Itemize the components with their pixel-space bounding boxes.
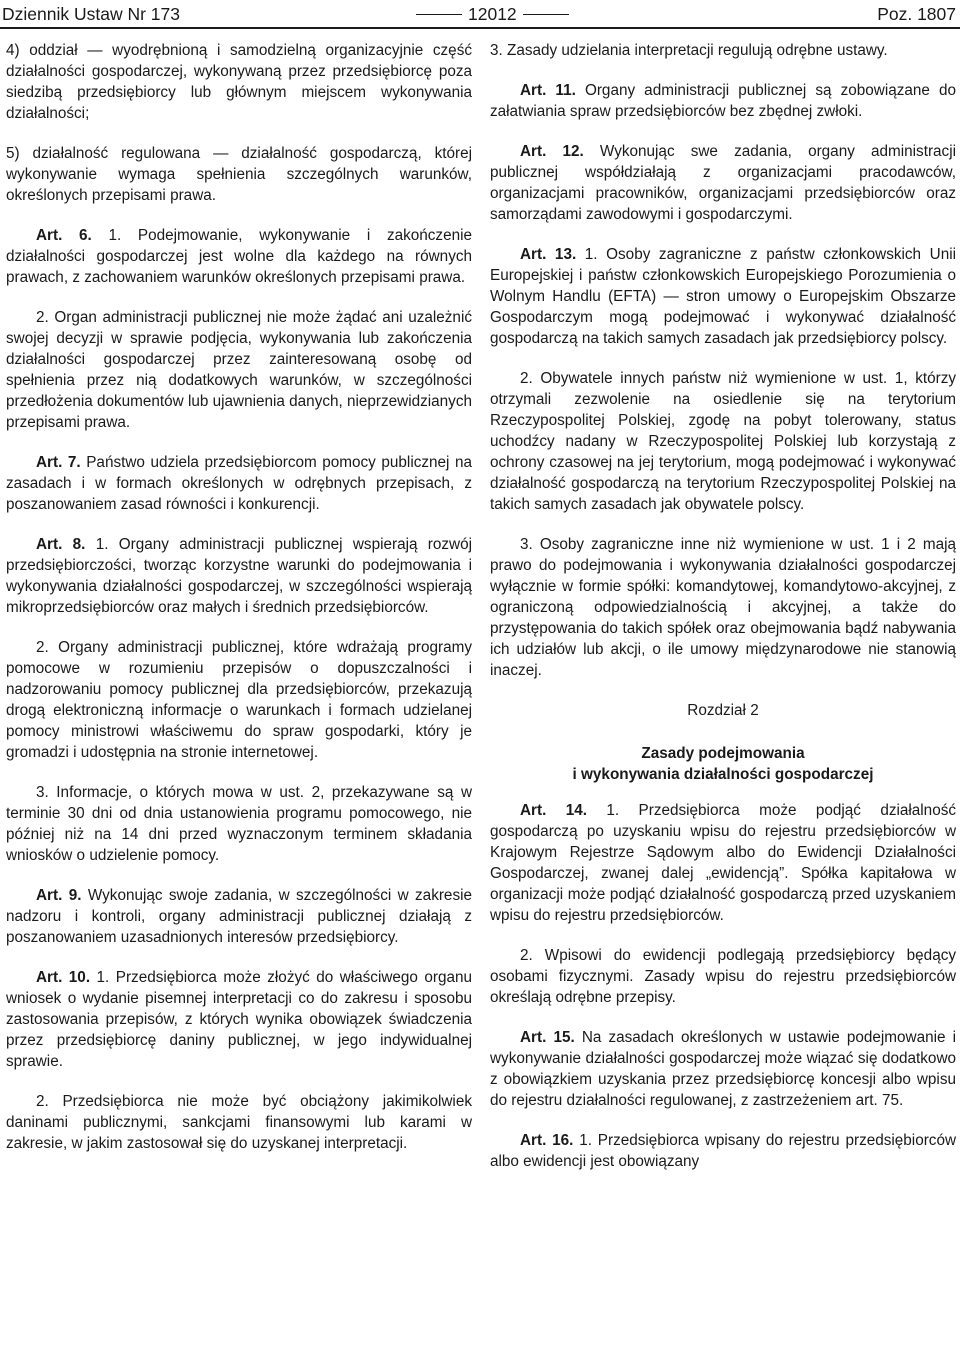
paragraph: 2. Organy administracji publicznej, które wdrażają programy pomocowe w rozumieniu przepisów o dopuszczalności i nadzorowaniu pomocy publicznej dla przedsiębiorców, przekazują drogą elektroniczną informacje o warunkach i formach udzielanej pomocy ministrowi właściwemu do spraw gospodarki, który je gromadzi i udostępnia na stronie internetowej. [6, 639, 472, 761]
dash-decoration [523, 14, 569, 16]
paragraph: Art. 10. 1. Przedsiębiorca może złożyć do właściwego organu wniosek o wydanie pisemnej interpretacji co do zakresu i sposobu zastosowania przepisów, z których wynika obowiązek świadczenia przez przedsiębiorcę daniny publicznej, w jego indywidualnej sprawie. [6, 969, 473, 1070]
paragraph: Art. 11. Organy administracji publicznej są zobowiązane do załatwiania spraw przedsiębiorców bez zbędnej zwłoki. [490, 82, 957, 120]
chapter-label: Rozdział 2 [687, 702, 759, 719]
paragraph: Art. 16. 1. Przedsiębiorca wpisany do rejestru przedsiębiorców albo ewidencji jest obowiązany [490, 1132, 957, 1170]
position-number: Poz. 1807 [877, 4, 956, 24]
paragraph: 2. Przedsiębiorca nie może być obciążony jakimikolwiek daninami publicznymi, sankcjami finansowymi lub karami w zakresie, w jakim zastosował się do uzyskanej interpretacji. [6, 1093, 472, 1152]
paragraph: 5) działalność regulowana — działalność gospodarczą, której wykonywanie wymaga spełnienia szczególnych warunków, określonych przepisami prawa. [6, 145, 472, 204]
paragraph: 3. Osoby zagraniczne inne niż wymienione w ust. 1 i 2 mają prawo do podejmowania i wykonywania działalności gospodarczej wyłącznie w formie spółki: komandytowej, komandytowo-akcyjnej, z ograniczoną odpowiedzialnością i akcyjnej, a także do przystępowania do takich spółek oraz obejmowania bądź nabywania ich udziałów lub akcji, o ile umowy międzynarodowe nie stanowią inaczej. [490, 536, 956, 679]
paragraph: Art. 15. Na zasadach określonych w ustawie podejmowanie i wykonywanie działalności gospodarczej może wiązać się dodatkowo z obowiązkiem uzyskania przez przedsiębiorcę koncesji albo wpisu do rejestru działalności regulowanej, z zastrzeżeniem art. 75. [490, 1029, 957, 1109]
paragraph: Art. 13. 1. Osoby zagraniczne z państw członkowskich Unii Europejskiej i państw członkowskich Europejskiego Porozumienia o Wolnym Handlu (EFTA) — stron umowy o Europejskim Obszarze Gospodarczym mogą podejmować i wykonywać działalność gospodarczą na takich samych zasadach jak przedsiębiorcy polscy. [490, 246, 956, 347]
journal-title: Dziennik Ustaw Nr 173 [2, 4, 180, 24]
paragraph: Art. 12. Wykonując swe zadania, organy administracji publicznej współdziałają z organizacjami pracodawców, organizacjami pracowników, organizacjami przedsiębiorców oraz samorządami zawodowymi i gospodarczymi. [490, 143, 956, 223]
left-column [6, 40, 472, 1173]
paragraph: 2. Organ administracji publicznej nie może żądać ani uzależnić swojej decyzji w sprawie podjęcia, wykonywania lub zakończenia działalności gospodarczej przez zainteresowaną osobę od spełnienia przez nią dodatkowych warunków, w szczególności przedłożenia dokumentów lub ujawnienia danych, nieprzewidzianych przepisami prawa. [6, 309, 472, 431]
right-column [490, 40, 956, 1191]
header-rule [0, 27, 960, 29]
page-header [0, 0, 960, 28]
paragraph: 3. Zasady udzielania interpretacji regulują odrębne ustawy. [490, 42, 888, 59]
paragraph: Art. 7. Państwo udziela przedsiębiorcom pomocy publicznej na zasadach i w formach określonych w odrębnych przepisach, z poszanowaniem zasad równości i konkurencji. [6, 454, 472, 513]
paragraph: 2. Wpisowi do ewidencji podlegają przedsiębiorcy będący osobami fizycznymi. Zasady wpisu do rejestru przedsiębiorców określają odrębne przepisy. [490, 947, 956, 1006]
paragraph: 2. Obywatele innych państw niż wymienione w ust. 1, którzy otrzymali zezwolenie na osiedlenie się na terytorium Rzeczypospolitej Polskiej, zgodę na pobyt tolerowany, status uchodźcy nadany w Rzeczypospolitej Polskiej lub korzystają z ochrony czasowej na jej terytorium, mogą podejmować i wykonywać działalność gospodarczą na terytorium Rzeczypospolitej Polskiej na takich samych zasadach jak obywatele polscy. [490, 370, 956, 513]
chapter-title: Zasady podejmowania i wykonywania działalności gospodarczej [572, 745, 874, 783]
paragraph: Art. 8. 1. Organy administracji publicznej wspierają rozwój przedsiębiorczości, tworząc korzystne warunki do podejmowania i wykonywania działalności gospodarczej, w szczególności wspierają mikroprzedsiębiorców oraz małych i średnich przedsiębiorców. [6, 536, 472, 616]
dash-decoration [416, 14, 462, 16]
paragraph: Art. 14. 1. Przedsiębiorca może podjąć działalność gospodarczą po uzyskaniu wpisu do rejestru przedsiębiorców w Krajowym Rejestrze Sądowym albo do Ewidencji Działalności Gospodarczej, zwanej dalej „ewidencją”. Spółka kapitałowa w organizacji może podjąć działalność gospodarczą przed uzyskaniem wpisu do rejestru przedsiębiorców. [490, 802, 956, 924]
item-number-text: 12012 [468, 4, 517, 24]
paragraph: 3. Informacje, o których mowa w ust. 2, przekazywane są w terminie 30 dni od dnia ustanowienia programu pomocowego, nie później niż na 14 dni przed wyznaczonym terminem składania wniosków o udzielenie pomocy. [6, 784, 472, 864]
paragraph: 4) oddział — wyodrębnioną i samodzielną organizacyjnie część działalności gospodarczej, wykonywaną przez przedsiębiorcę poza siedzibą przedsiębiorcy lub głównym miejscem wykonywania działalności; [6, 42, 472, 122]
paragraph: Art. 9. Wykonując swoje zadania, w szczególności w zakresie nadzoru i kontroli, organy administracji publicznej działają z poszanowaniem uzasadnionych interesów przedsiębiorcy. [6, 887, 472, 946]
item-number [410, 0, 575, 28]
paragraph: Art. 6. 1. Podejmowanie, wykonywanie i zakończenie działalności gospodarczej jest wolne dla każdego na równych prawach, z zachowaniem warunków określonych przepisami prawa. [6, 227, 472, 286]
